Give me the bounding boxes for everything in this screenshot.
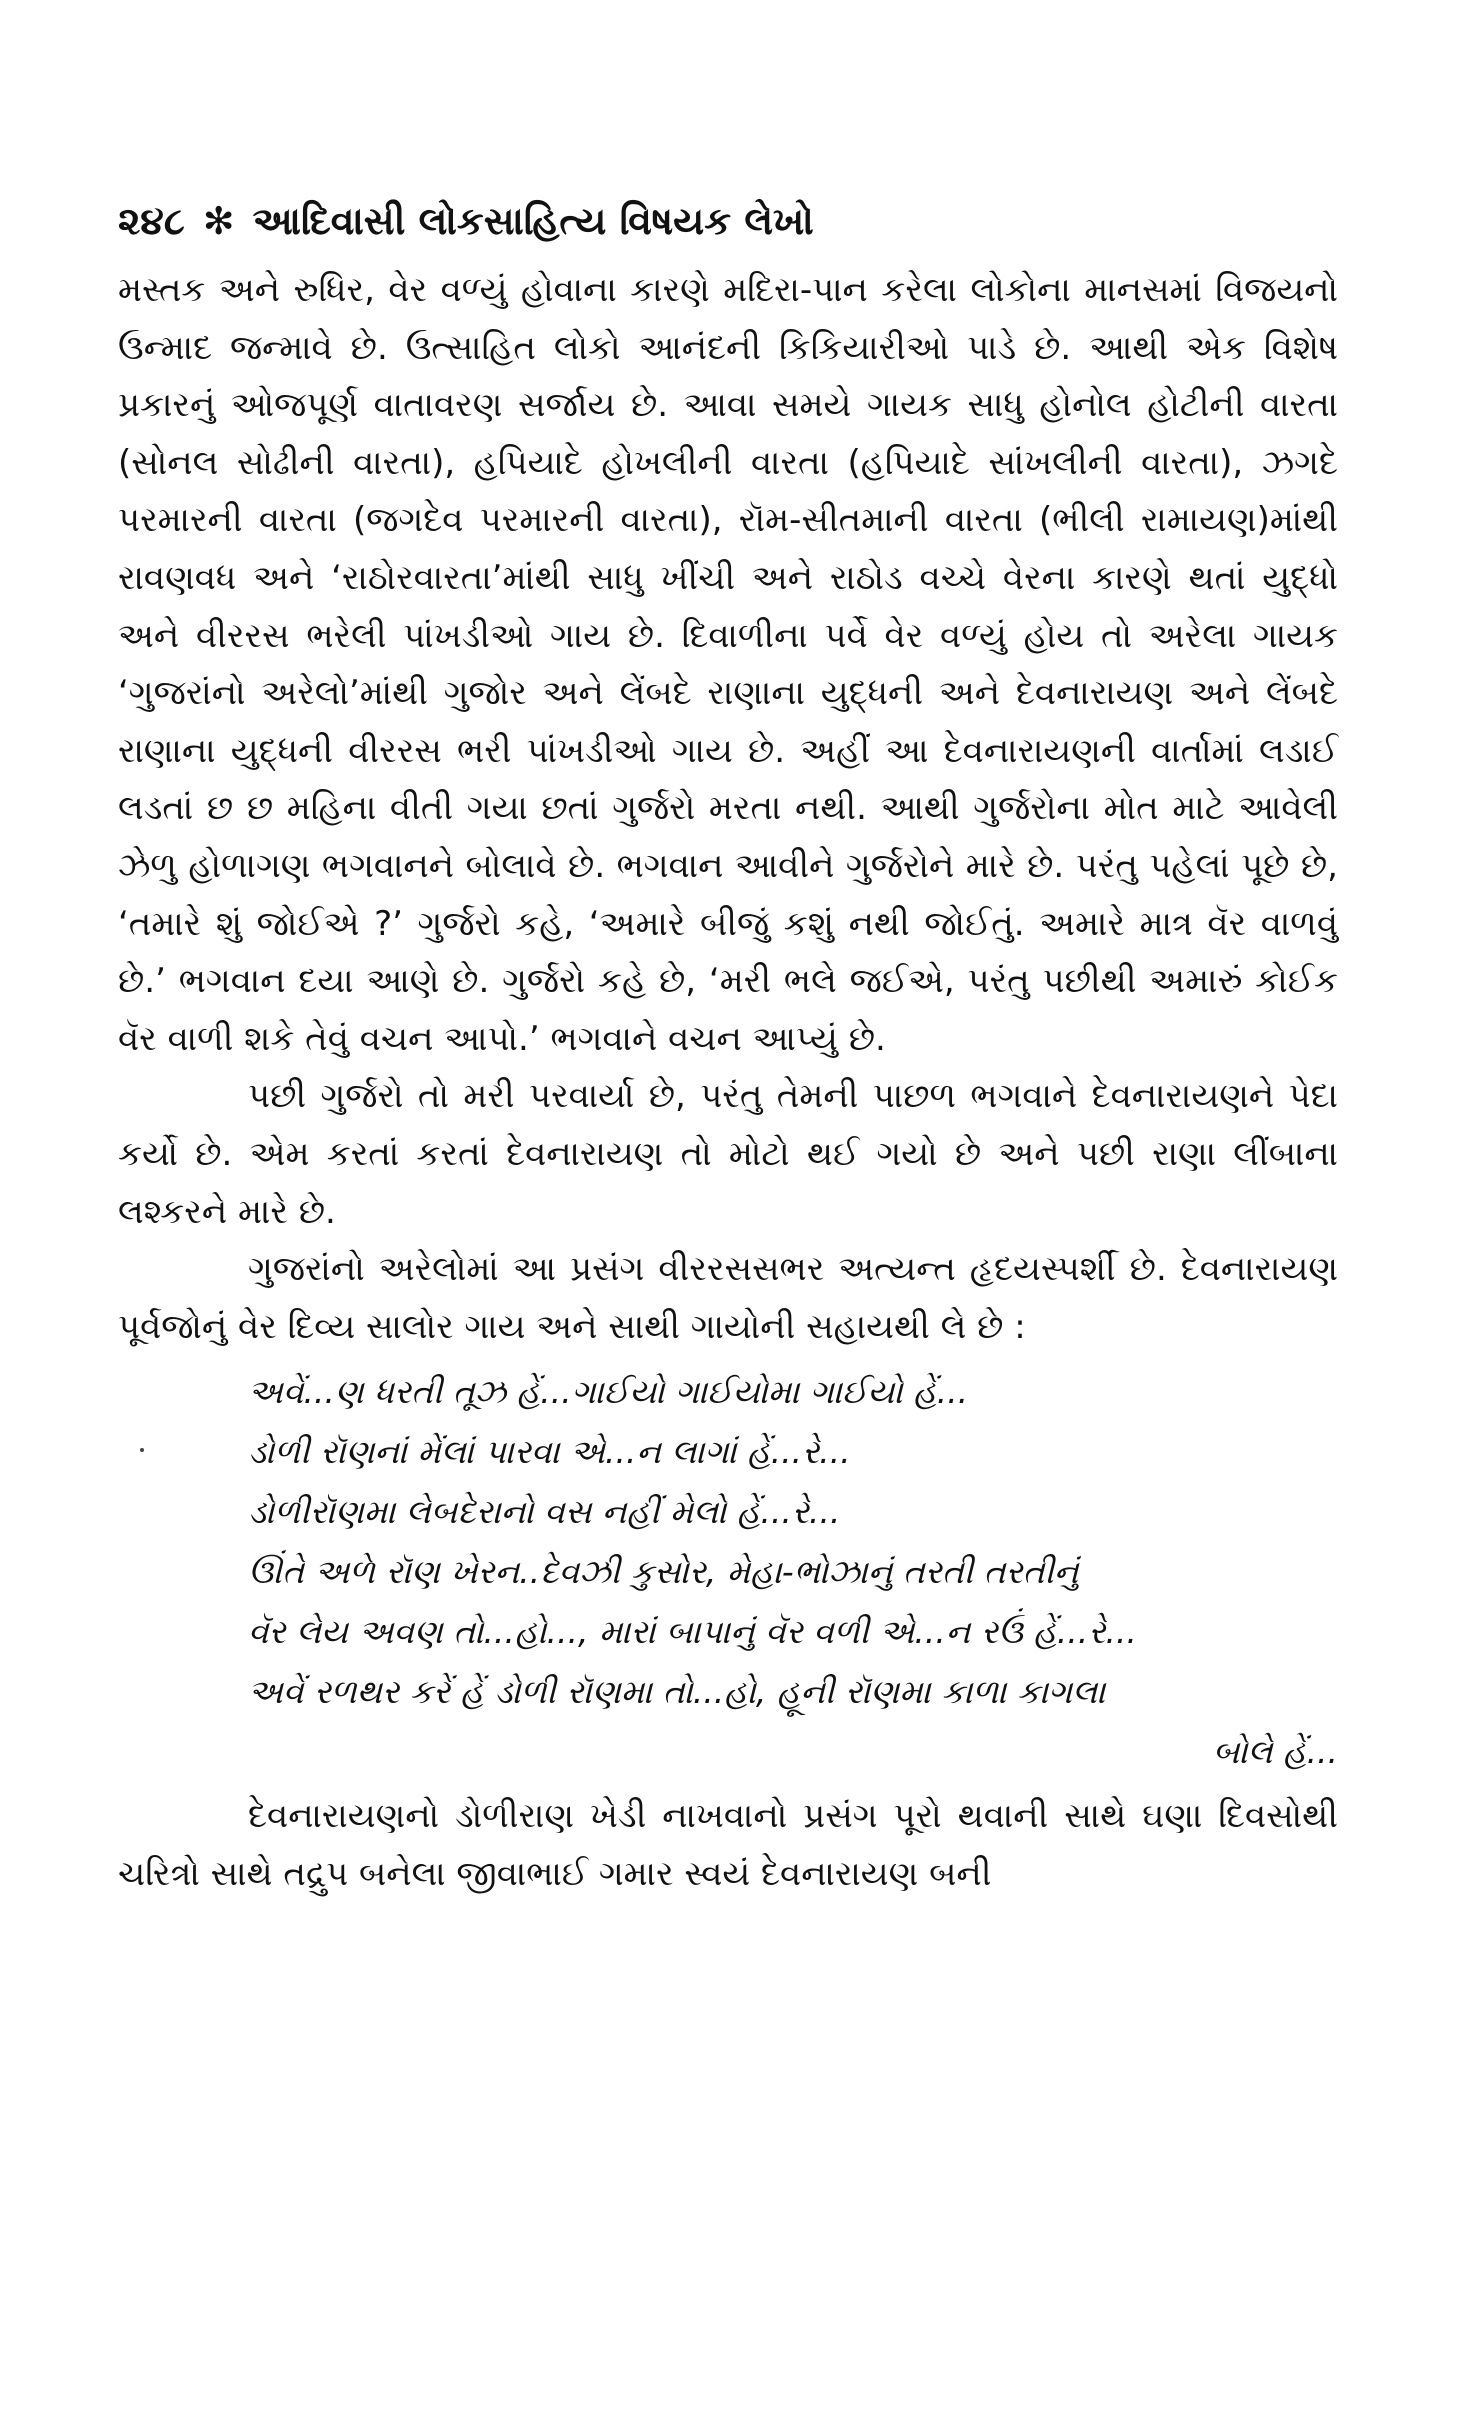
scan-speck	[140, 1448, 144, 1452]
closing-paragraph: દેવનારાયણનો ડોળીરાણ ખેડી નાખવાનો પ્રસંગ પૂરો થવાની સાથે ઘણા દિવસોથી ચરિત્રો સાથે તદ્રુપ બનેલા જીવાભાઈ ગમાર સ્વયં દેવનારાયણ બની	[118, 1796, 1338, 1894]
verse-line: ઊંતે અળે રૉણ ખેરન..દેવઝી કુસોર, મેહા-ભોઝાનું તરતી તરતીનું	[248, 1552, 1079, 1592]
page-number: ૨૪૮	[118, 199, 185, 243]
verse-line: અવેં...ણ ધરતી તૂઝ હેં...ગાઈયો ગાઈયોમા ગાઈયો હેં...	[248, 1372, 969, 1412]
verse-line: ડોળી રૉણનાં મેંલાં પારવા એ...ન લાગાં હેં...રે...	[248, 1432, 851, 1472]
verse-block	[248, 1362, 1338, 1782]
verse-line: અવેં રળથર કરેં હેં ડોળી રૉણમા તો...હો, હૂની રૉણમા કાળા કાગલા	[248, 1672, 1106, 1712]
book-title: આદિવાસી લોકસાહિત્ય વિષયક લેખો	[252, 199, 814, 243]
paragraph-2: પછી ગુર્જરો તો મરી પરવાર્યા છે, પરંતુ તેમની પાછળ ભગવાને દેવનારાયણને પેદા કર્યો છે. એમ કરતાં કરતાં દેવનારાયણ તો મોટો થઈ ગયો છે અને પછી રાણા લીંબાના લશ્કરને મારે છે.	[118, 1076, 1338, 1232]
separator-asterisk-icon: ✻	[202, 199, 235, 243]
paragraph-1: મસ્તક અને રુધિર, વેર વળ્યું હોવાના કારણે મદિરા-પાન કરેલા લોકોના માનસમાં વિજયનો ઉન્માદ જન્માવે છે. ઉત્સાહિત લોકો આનંદની કિકિયારીઓ પાડે છે. આથી એક વિશેષ પ્રકારનું ઓજપૂર્ણ વાતાવરણ સર્જાય છે. આવા સમયે ગાયક સાધુ હોનોલ હોટીની વારતા (સોનલ સોઢીની વારતા), હપિયાદે હોખલીની વારતા (હપિયાદે સાંખલીની વારતા), ઝગદે પરમારની વારતા (જગદેવ પરમારની વારતા), રૉમ-સીતમાની વારતા (ભીલી રામાયણ)માંથી રાવણવધ અને ‘રાઠોરવારતા’માંથી સાધુ ખીંચી અને રાઠોડ વચ્ચે વેરના કારણે થતાં યુદ્ધો અને વીરરસ ભરેલી પાંખડીઓ ગાય છે. દિવાળીના પર્વે વેર વળ્યું હોય તો અરેલા ગાયક ‘ગુજરાંનો અરેલો’માંથી ગુજોર અને લેંબદે રાણાના યુદ્ધની અને દેવનારાયણ અને લેંબદે રાણાના યુદ્ધની વીરરસ ભરી પાંખડીઓ ગાય છે. અહીં આ દેવનારાયણની વાર્તામાં લડાઈ લડતાં છ છ મહિના વીતી ગયા છતાં ગુર્જરો મરતા નથી. આથી ગુર્જરોના મોત માટે આવેલી ઝેળુ હોળાગણ ભગવાનને બોલાવે છે. ભગવાન આવીને ગુર્જરોને મારે છે. પરંતુ પહેલાં પૂછે છે, ‘તમારે શું જોઈએ ?’ ગુર્જરો કહે, ‘અમારે બીજું કશું નથી જોઈતું. અમારે માત્ર વૅર વાળવું છે.’ ભગવાન દયા આણે છે. ગુર્જરો કહે છે, ‘મરી ભલે જઈએ, પરંતુ પછીથી અમારું કોઈક વૅર વાળી શકે તેવું વચન આપો.’ ભગવાને વચન આપ્યું છે.	[118, 270, 1339, 1059]
book-page	[118, 190, 1338, 1903]
verse-line: વૅર લેય અવણ તો...હો..., મારાં બાપાનું વૅર વળી એ...ન રઉં હેં...રે...	[248, 1612, 1137, 1652]
verse-line-continuation: બોલે હેં...	[1212, 1732, 1338, 1772]
running-header	[118, 190, 1338, 252]
verse-line: ડોળીરૉણમા લેબદેરાનો વસ નહીં મેલો હેં...રે...	[248, 1492, 841, 1532]
paragraph-3: ગુજરાંનો અરેલોમાં આ પ્રસંગ વીરરસસભર અત્યન્ત હૃદયસ્પર્શી છે. દેવનારાયણ પૂર્વજોનું વેર દિવ્ય સાલોર ગાય અને સાથી ગાયોની સહાયથી લે છે :	[118, 1249, 1338, 1347]
